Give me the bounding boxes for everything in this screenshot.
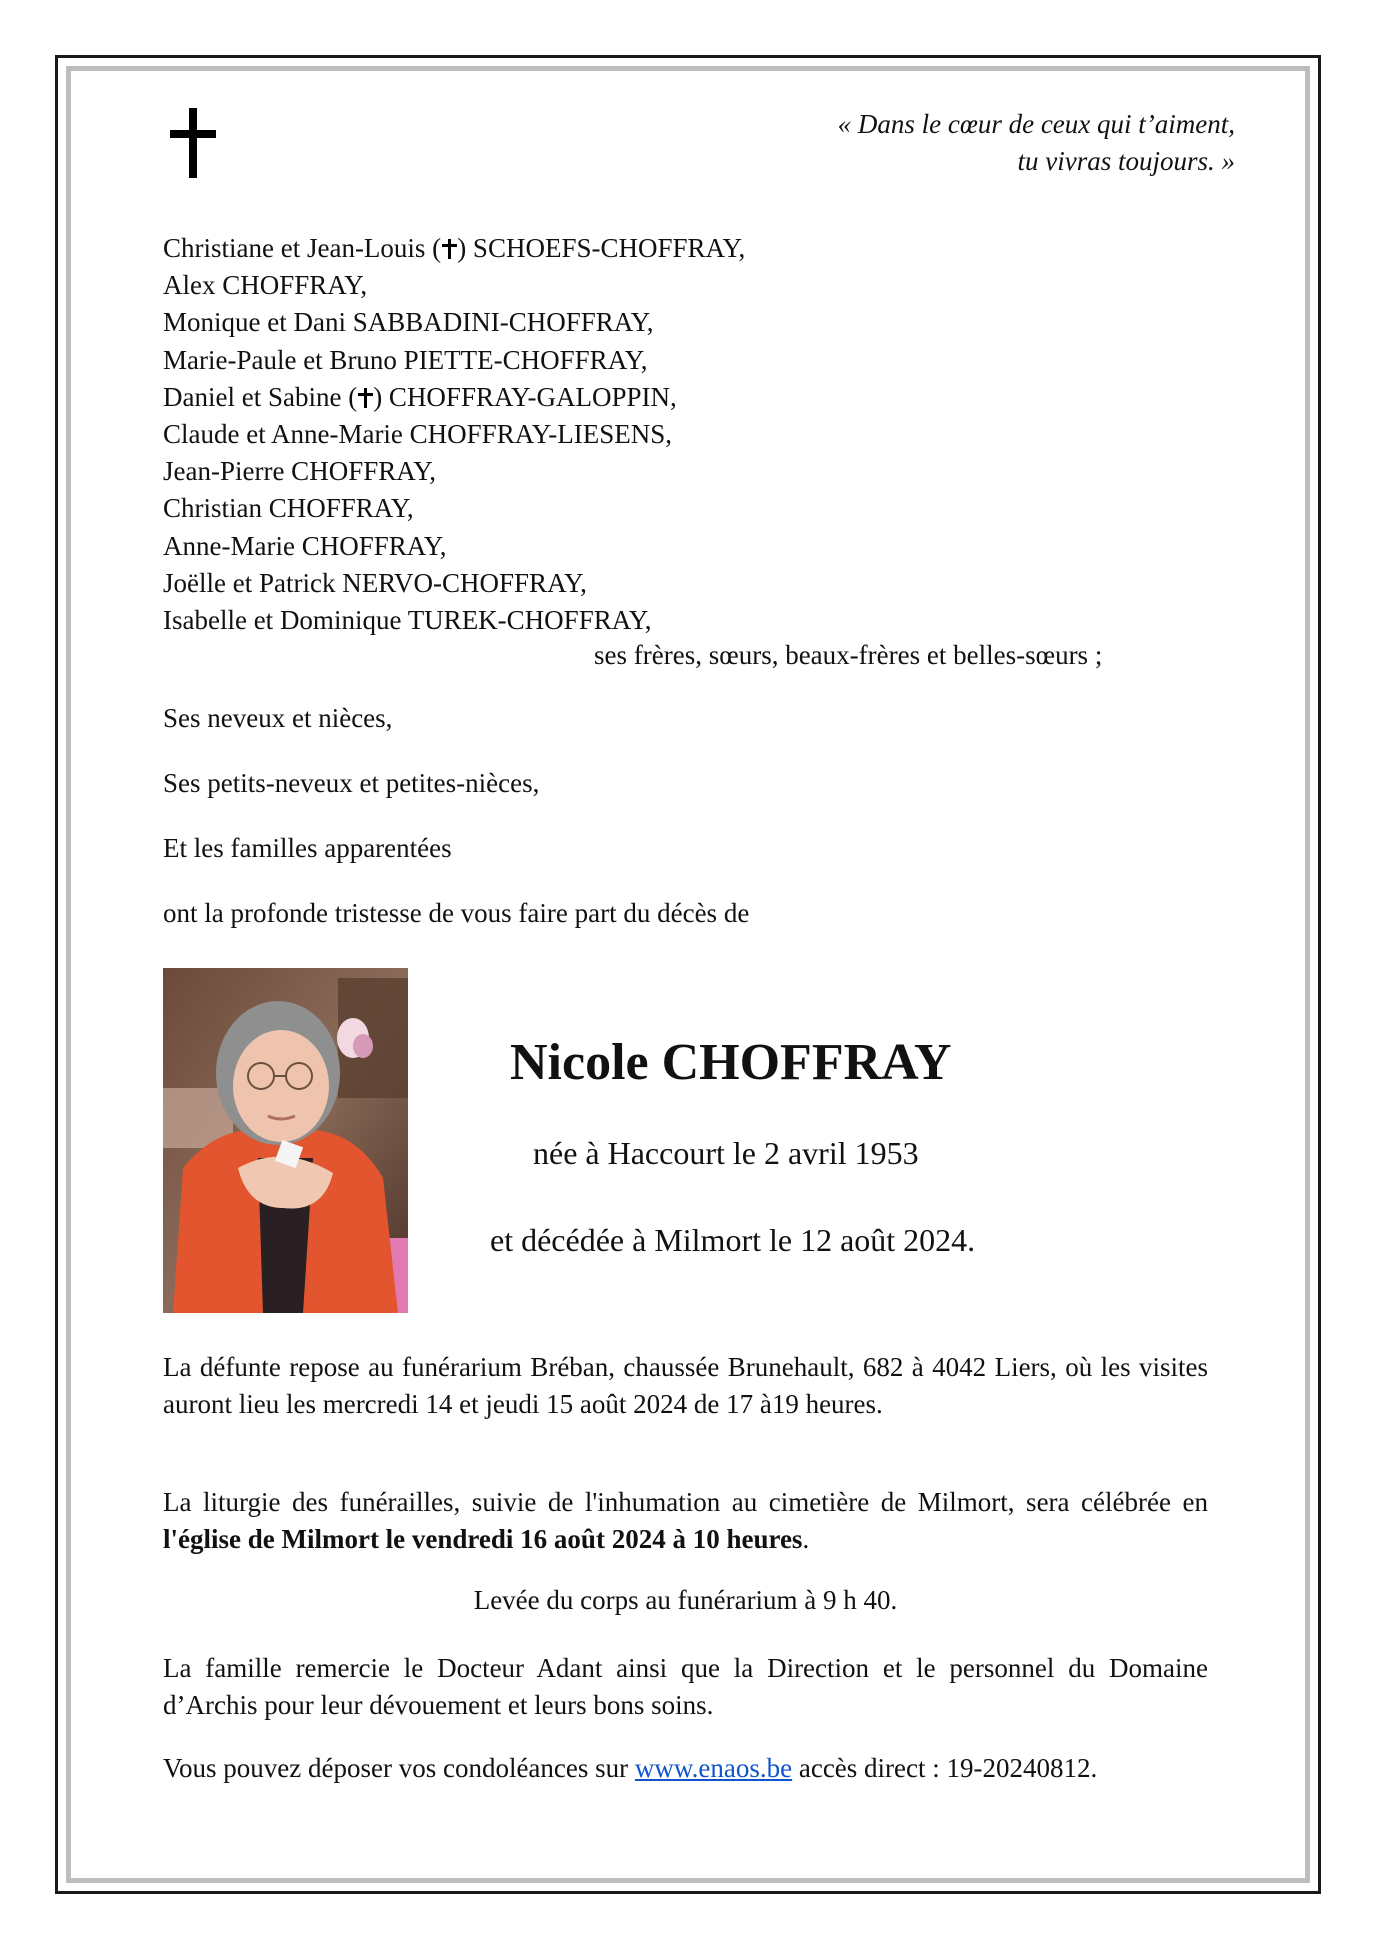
- deceased-cross-icon: [442, 239, 456, 259]
- levee-line: Levée du corps au funérarium à 9 h 40.: [473, 1585, 898, 1615]
- epitaph-quote: [838, 106, 1235, 180]
- family-line: Alex CHOFFRAY,: [163, 270, 368, 301]
- family-line: Claude et Anne-Marie CHOFFRAY-LIESENS,: [163, 419, 672, 450]
- enaos-link[interactable]: www.enaos.be: [634, 1753, 793, 1783]
- family-line: Monique et Dani SABBADINI-CHOFFRAY,: [163, 307, 654, 338]
- liturgy-paragraph: La liturgie des funérailles, suivie de l'inhumation au cimetière de Milmort, sera célébrée en l'église de Milmort le vendredi 16 août 2024 à 10 heures.: [163, 1487, 1208, 1554]
- family-list: [163, 230, 745, 639]
- family-line: Jean-Pierre CHOFFRAY,: [163, 456, 437, 487]
- grand-nephews-line: Ses petits-neveux et petites-nièces,: [163, 768, 540, 798]
- family-line: Anne-Marie CHOFFRAY,: [163, 530, 447, 561]
- birth-line: née à Haccourt le 2 avril 1953: [533, 1135, 919, 1171]
- relation-line: ses frères, sœurs, beaux-frères et belles-sœurs ;: [594, 640, 1103, 670]
- quote-line-2: tu vivras toujours. »: [1017, 146, 1235, 176]
- quote-line-1: « Dans le cœur de ceux qui t’aiment,: [837, 109, 1235, 139]
- family-line: Joëlle et Patrick NERVO-CHOFFRAY,: [163, 567, 587, 598]
- families-line: Et les familles apparentées: [163, 833, 452, 863]
- nephews-line: Ses neveux et nièces,: [163, 703, 393, 733]
- family-line: Christian CHOFFRAY,: [163, 493, 414, 524]
- condolences-paragraph: Vous pouvez déposer vos condoléances sur www.enaos.be accès direct : 19-20240812.: [163, 1753, 1098, 1783]
- family-line: Christiane et Jean-Louis ( ) SCHOEFS-CHOFFRAY,: [163, 233, 746, 263]
- deceased-cross-icon: [358, 388, 372, 408]
- family-line: Isabelle et Dominique TUREK-CHOFFRAY,: [163, 605, 652, 636]
- deceased-photo: [163, 968, 408, 1313]
- family-line: Marie-Paule et Bruno PIETTE-CHOFFRAY,: [163, 344, 648, 375]
- announcement-line: ont la profonde tristesse de vous faire part du décès de: [163, 898, 750, 928]
- family-line: Daniel et Sabine ( ) CHOFFRAY-GALOPPIN,: [163, 381, 677, 412]
- deceased-name: Nicole CHOFFRAY: [510, 1034, 952, 1091]
- thanks-paragraph: La famille remercie le Docteur Adant ainsi que la Direction et le personnel du Domaine d’Archis pour leur dévouement et leurs bons soins.: [163, 1653, 1208, 1720]
- cross-icon: [170, 108, 216, 178]
- ceremony-details: l'église de Milmort le vendredi 16 août 2024 à 10 heures: [163, 1524, 803, 1554]
- death-line: et décédée à Milmort le 12 août 2024.: [490, 1222, 976, 1258]
- rest-paragraph: La défunte repose au funérarium Bréban, chaussée Brunehault, 682 à 4042 Liers, où les visites auront lieu les mercredi 14 et jeudi 15 août 2024 de 17 à19 heures.: [163, 1352, 1208, 1419]
